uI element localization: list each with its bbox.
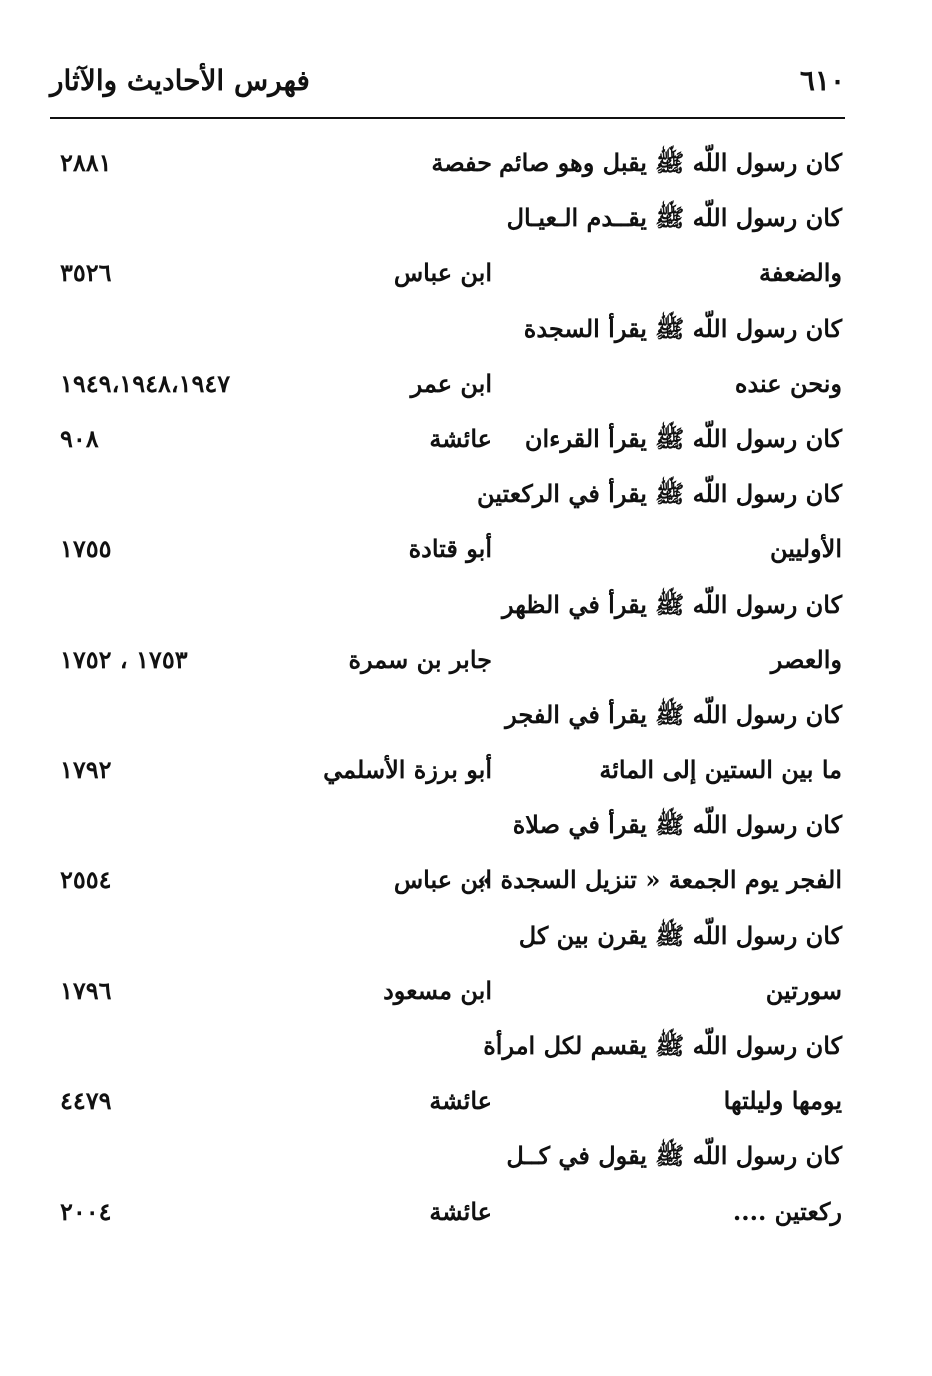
index-entry xyxy=(0,911,932,966)
index-entry xyxy=(0,1131,932,1186)
reference-number: ١٧٩٢ xyxy=(60,755,112,785)
hadith-text: يومها وليلتها xyxy=(723,1086,842,1116)
reference-number: ١٧٩٦ xyxy=(60,975,112,1005)
narrator-name: ابن عباس xyxy=(393,865,492,895)
reference-number: ١٧٥٣ ، ١٧٥٢ xyxy=(60,644,188,674)
reference-number: ٩٠٨ xyxy=(60,423,99,453)
hadith-text: الأوليين xyxy=(769,534,842,564)
reference-number: ٣٥٢٦ xyxy=(60,258,112,288)
page-number: ٦١٠ xyxy=(799,64,845,97)
reference-number: ١٧٥٥ xyxy=(60,534,112,564)
narrator-name: جابر بن سمرة xyxy=(348,644,492,674)
index-entry xyxy=(0,304,932,359)
narrator-name: ابن مسعود xyxy=(383,975,492,1005)
narrator-name: عائشة xyxy=(429,1086,492,1116)
hadith-text: كان رسول اللّه ﷺ يقول في كــل xyxy=(506,1141,842,1171)
narrator-name: ابن عباس xyxy=(393,258,492,288)
hadith-text: كان رسول اللّه ﷺ يقسم لكل امرأة xyxy=(483,1031,842,1060)
hadith-text: والعصر xyxy=(770,644,842,674)
index-entry xyxy=(0,193,932,248)
hadith-text: كان رسول اللّه ﷺ يقرأ في الفجر xyxy=(505,699,842,729)
hadith-text: كان رسول اللّه ﷺ يقرن بين كل xyxy=(518,920,842,950)
reference-number: ٤٤٧٩ xyxy=(60,1086,112,1116)
hadith-text: والضعفة xyxy=(759,258,842,288)
index-entry xyxy=(0,800,932,855)
index-entry xyxy=(0,359,932,414)
hadith-text: كان رسول اللّه ﷺ يقرأ السجدة xyxy=(523,313,842,343)
index-entry xyxy=(0,1021,932,1076)
narrator-name: أبو قتادة xyxy=(408,534,492,564)
hadith-text: كان رسول اللّه ﷺ يقبل وهو صائم xyxy=(498,148,842,177)
index-entry xyxy=(0,524,932,579)
narrator-name: ابن عمر xyxy=(410,368,492,398)
header-divider xyxy=(50,117,845,119)
narrator-name: أبو برزة الأسلمي xyxy=(323,755,492,785)
hadith-text: سورتين xyxy=(765,975,842,1005)
index-entry xyxy=(0,469,932,524)
hadith-text: كان رسول اللّه ﷺ يقــدم الـعيـال xyxy=(506,203,842,233)
index-entry xyxy=(0,966,932,1021)
index-entry xyxy=(0,138,932,193)
page-title: فهرس الأحاديث والآثار xyxy=(50,64,310,97)
reference-number: ١٩٤٩،١٩٤٨،١٩٤٧ xyxy=(60,368,231,398)
index-entry xyxy=(0,855,932,910)
index-entry xyxy=(0,414,932,469)
index-entry xyxy=(0,580,932,635)
index-entry xyxy=(0,1076,932,1131)
narrator-name: حفصة xyxy=(431,148,492,177)
narrator-name: عائشة xyxy=(429,1196,492,1226)
hadith-text: كان رسول اللّه ﷺ يقرأ في الركعتين xyxy=(476,479,842,509)
hadith-text: كان رسول اللّه ﷺ يقرأ القرءان xyxy=(524,423,842,453)
hadith-index-list xyxy=(0,138,932,1242)
hadith-text: الفجر يوم الجمعة « تنزيل السجدة » xyxy=(477,865,842,895)
index-entry xyxy=(0,690,932,745)
index-entry xyxy=(0,635,932,690)
hadith-text: كان رسول اللّه ﷺ يقرأ في الظهر xyxy=(502,589,842,619)
hadith-text: ونحن عنده xyxy=(734,368,842,398)
index-entry xyxy=(0,1187,932,1242)
index-entry xyxy=(0,248,932,303)
reference-number: ٢٨٨١ xyxy=(60,148,112,177)
reference-number: ٢٥٥٤ xyxy=(60,865,112,895)
index-entry xyxy=(0,745,932,800)
hadith-text: كان رسول اللّه ﷺ يقرأ في صلاة xyxy=(512,810,842,840)
hadith-text: ما بين الستين إلى المائة xyxy=(599,755,842,785)
hadith-text: ركعتين .... xyxy=(732,1196,842,1226)
narrator-name: عائشة xyxy=(429,423,492,453)
reference-number: ٢٠٠٤ xyxy=(60,1196,112,1226)
page-header xyxy=(50,58,845,108)
